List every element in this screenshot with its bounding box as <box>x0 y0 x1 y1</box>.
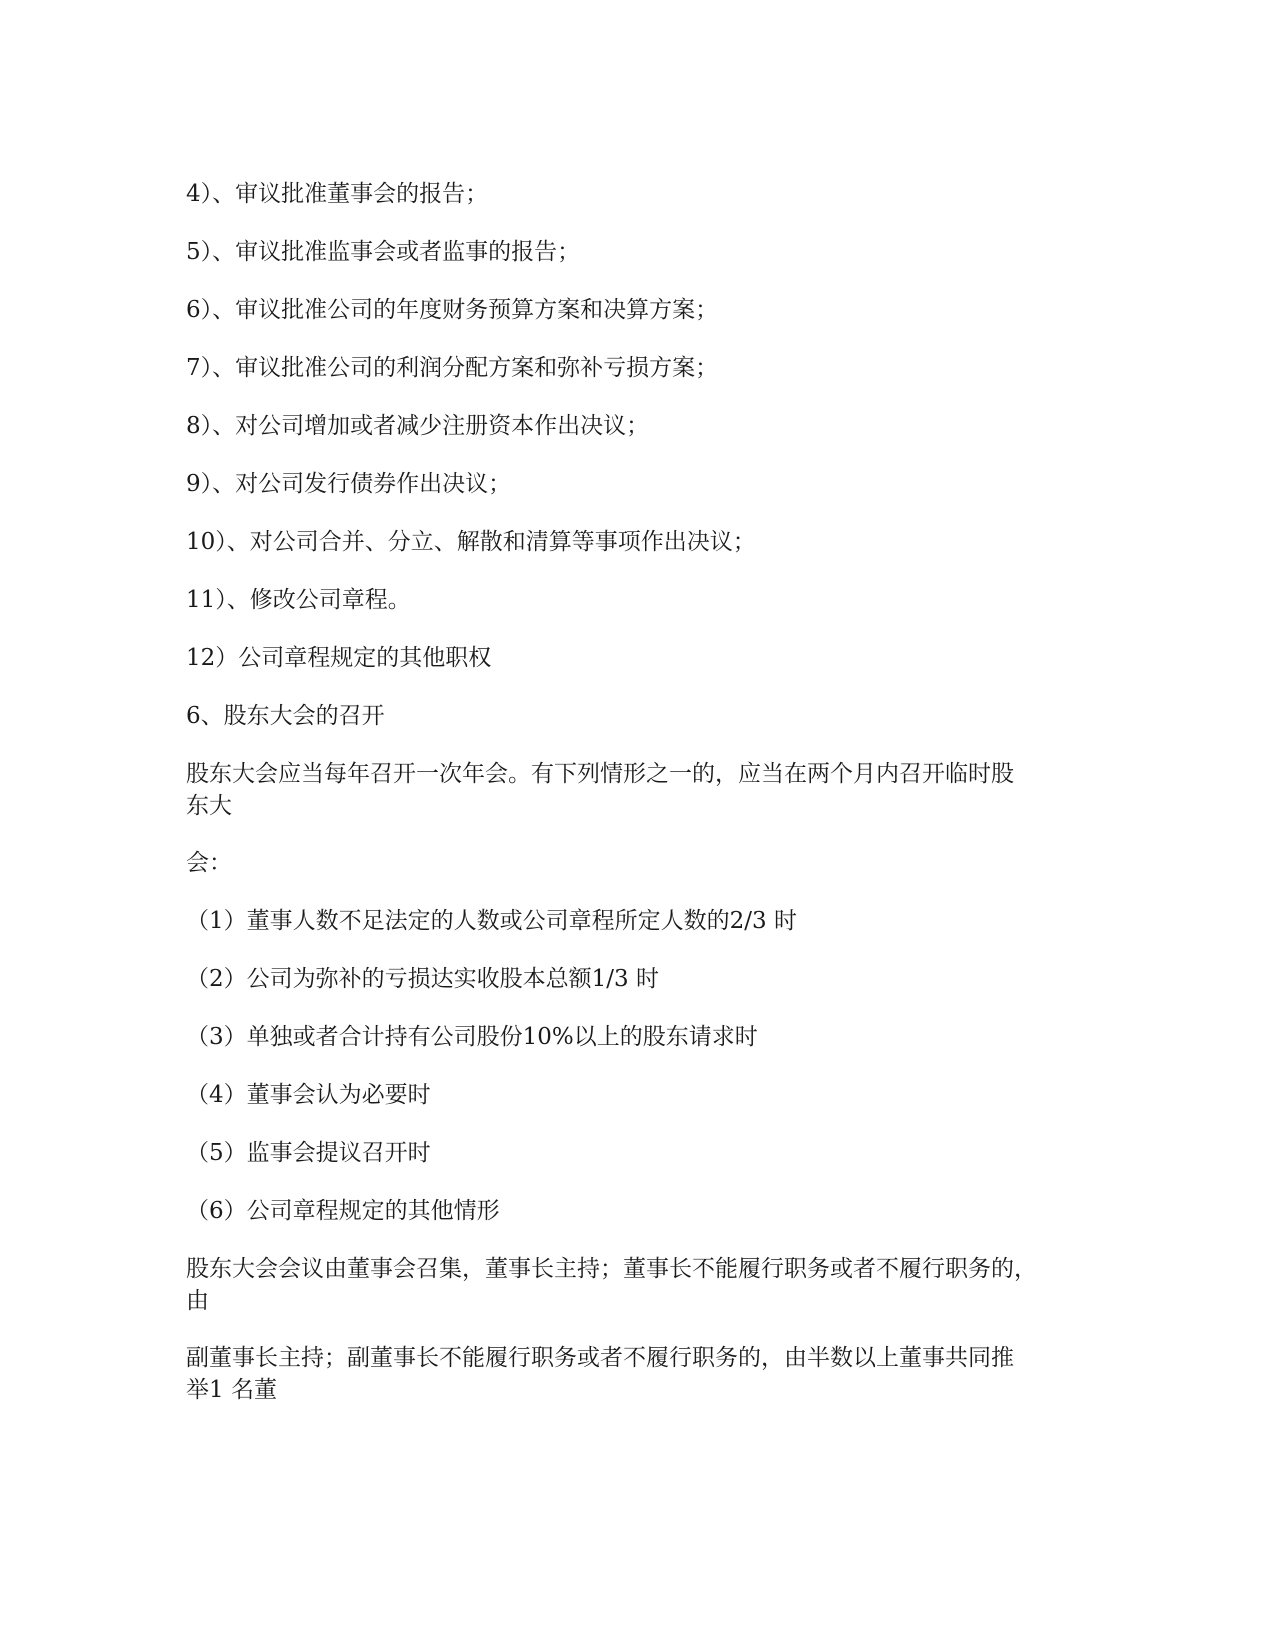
text-line: 由 <box>186 1288 209 1314</box>
text-line: 股东大会会议由董事会召集，董事长主持；董事长不能履行职务或者不履行职务的， <box>186 1256 1037 1282</box>
text-line: 4）、审议批准董事会的报告； <box>186 181 489 207</box>
text-line: （1）董事人数不足法定的人数或公司章程所定人数的2/3 时 <box>186 908 797 934</box>
text-line: 6）、审议批准公司的年度财务预算方案和决算方案； <box>186 297 719 323</box>
text-line: 10）、对公司合并、分立、解散和清算等事项作出决议； <box>186 529 756 555</box>
text-line: 副董事长主持；副董事长不能履行职务或者不履行职务的，由半数以上董事共同推 <box>186 1345 1014 1371</box>
text-line: 东大 <box>186 793 232 819</box>
text-line: （2）公司为弥补的亏损达实收股本总额1/3 时 <box>186 966 659 992</box>
section-heading: 6、股东大会的召开 <box>186 703 385 729</box>
text-line: 9）、对公司发行债券作出决议； <box>186 471 512 497</box>
text-line: 会： <box>186 850 232 876</box>
text-line: 8）、对公司增加或者减少注册资本作出决议； <box>186 413 650 439</box>
text-line: 7）、审议批准公司的利润分配方案和弥补亏损方案； <box>186 355 719 381</box>
text-line: 股东大会应当每年召开一次年会。有下列情形之一的，应当在两个月内召开临时股 <box>186 761 1014 787</box>
text-line: （6）公司章程规定的其他情形 <box>186 1198 500 1224</box>
text-line: （5）监事会提议召开时 <box>186 1140 431 1166</box>
text-line: （3）单独或者合计持有公司股份10%以上的股东请求时 <box>186 1024 758 1050</box>
text-line: 12）公司章程规定的其他职权 <box>186 645 492 671</box>
text-line: 举1 名董 <box>186 1377 277 1403</box>
text-line: （4）董事会认为必要时 <box>186 1082 431 1108</box>
text-line: 5）、审议批准监事会或者监事的报告； <box>186 239 581 265</box>
text-line: 11）、修改公司章程。 <box>186 587 411 613</box>
